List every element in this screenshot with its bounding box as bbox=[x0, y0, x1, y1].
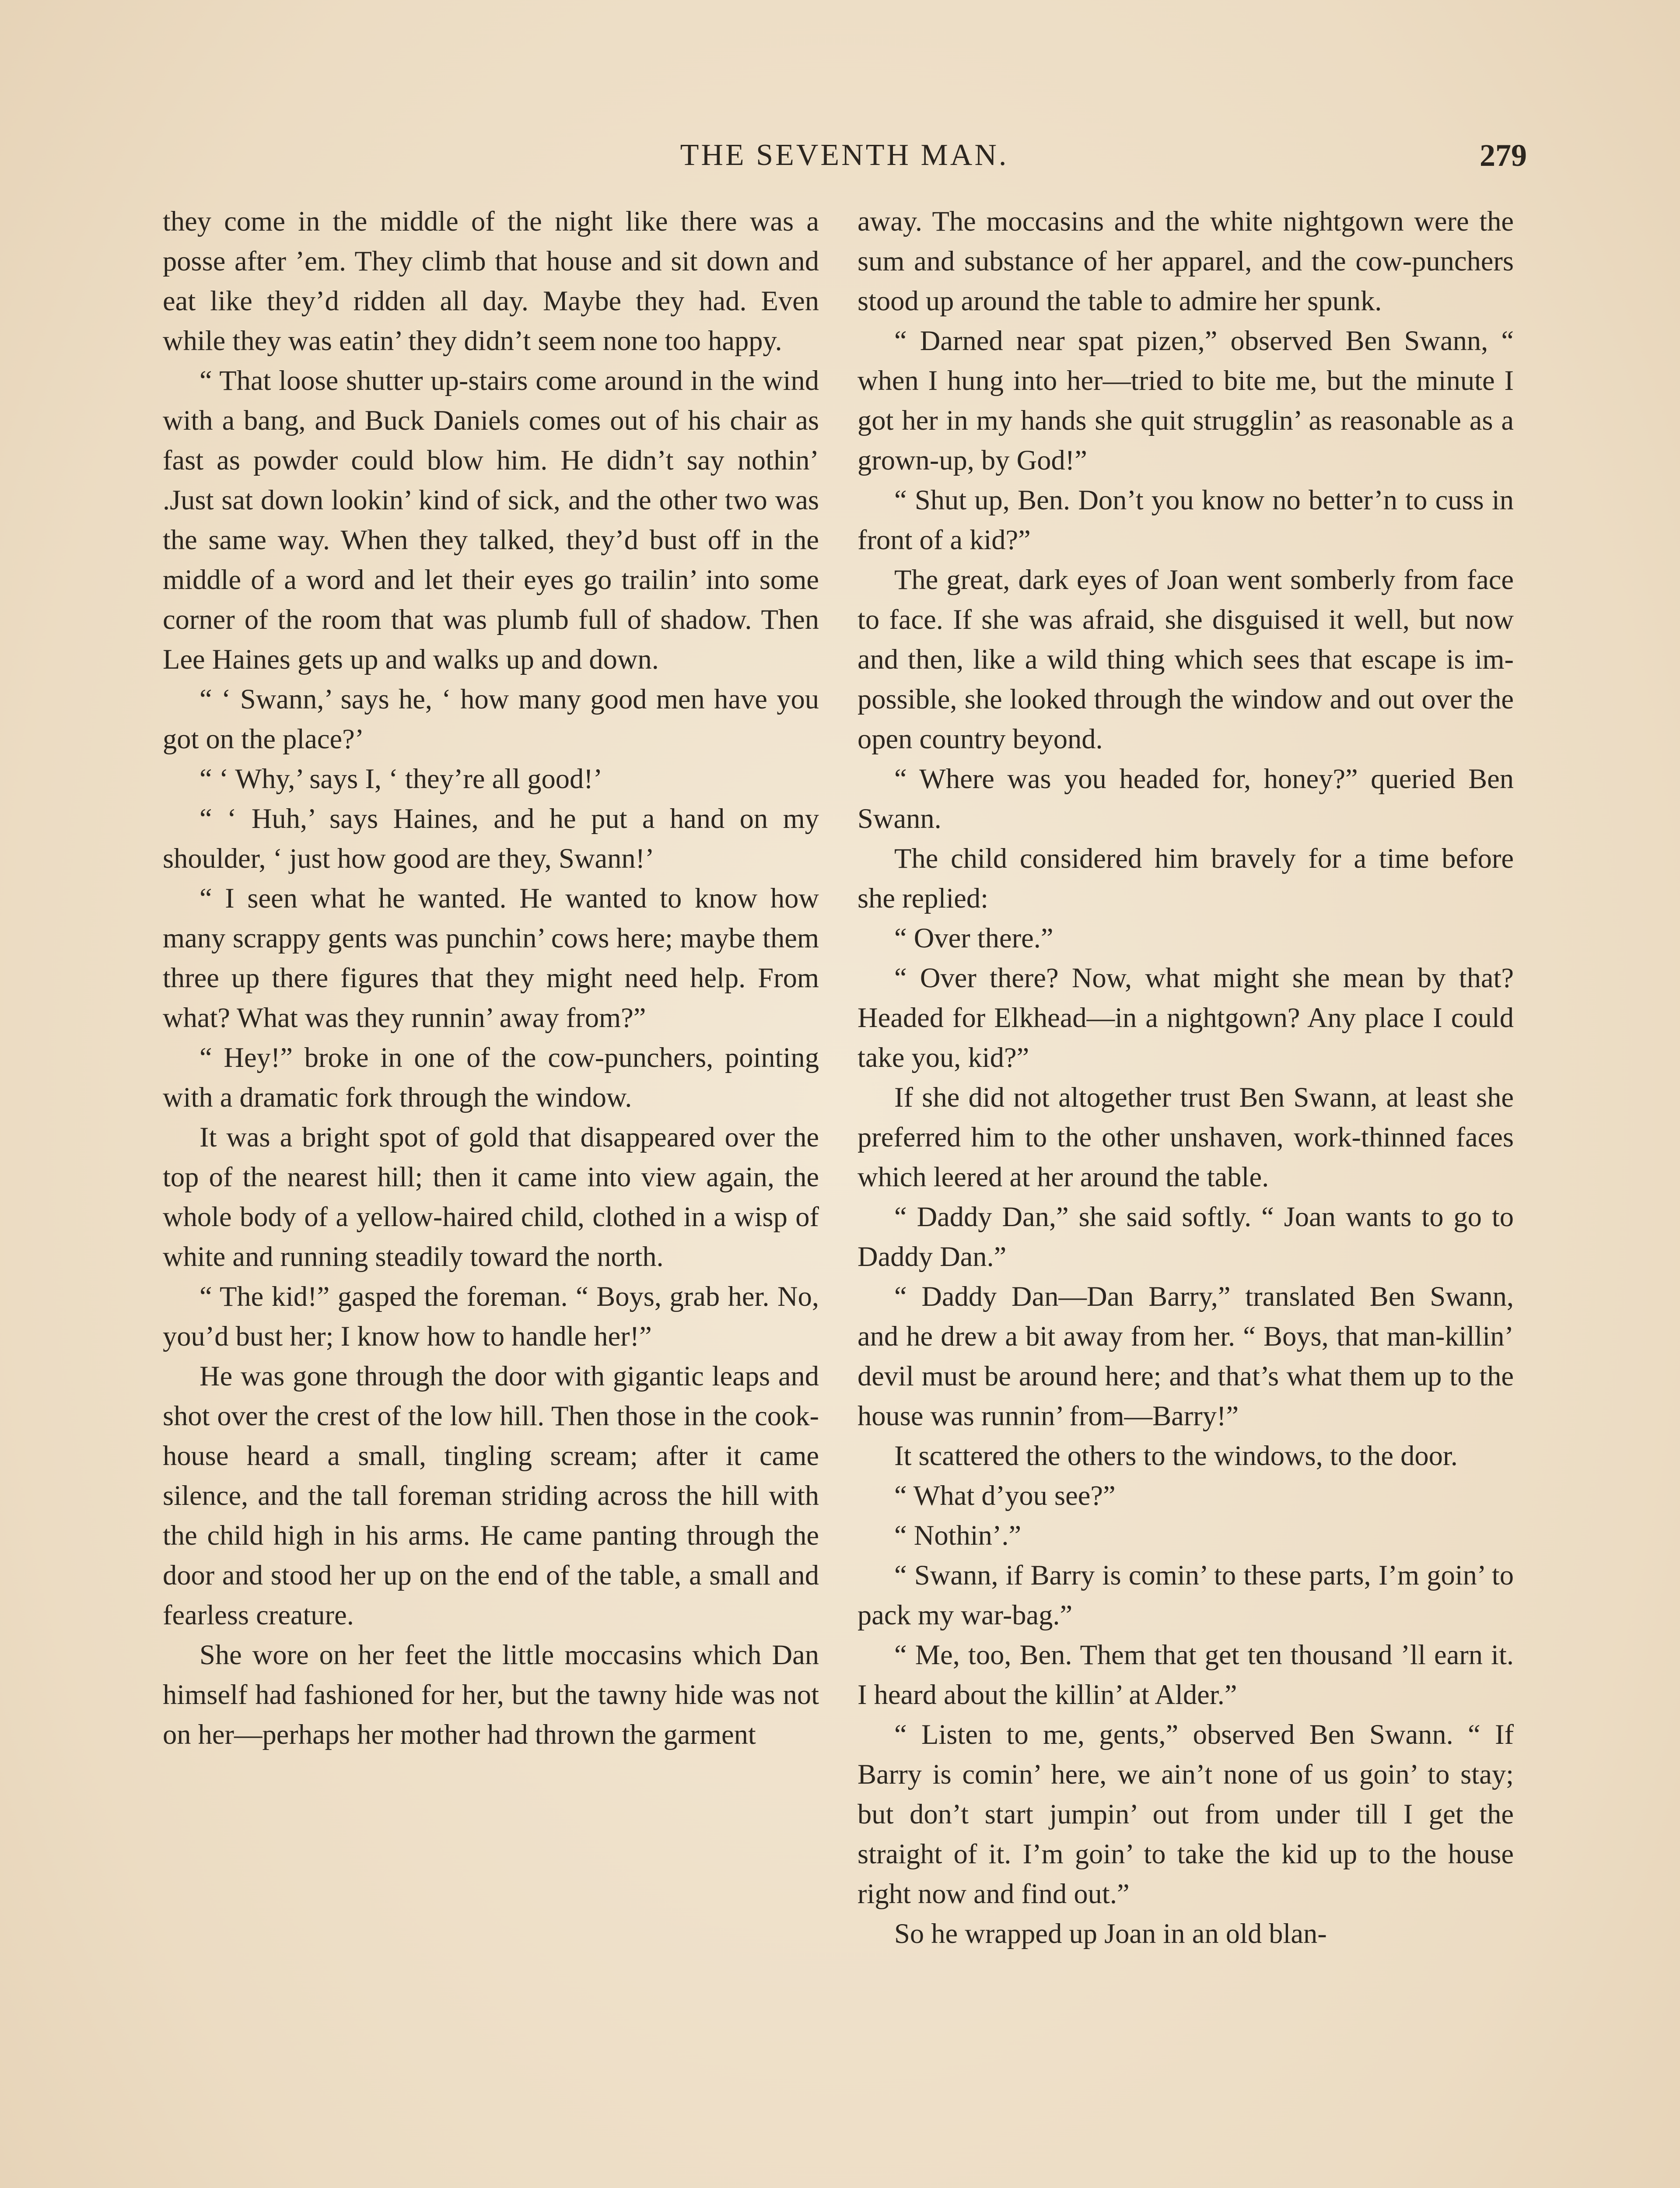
paragraph: “ ‘ Why,’ says I, ‘ they’re all good!’ bbox=[200, 763, 603, 794]
left-column bbox=[163, 201, 819, 1754]
paragraph: “ Where was you headed for, honey?” queried Ben Swann. bbox=[858, 763, 1514, 834]
page-number: 279 bbox=[1480, 138, 1527, 173]
paragraph: “ Shut up, Ben. Don’t you know no better’n to cuss in front of a kid?” bbox=[858, 484, 1514, 555]
paragraph: away. The moccasins and the white nightgown were the sum and substance of her apparel, and the cow-punchers stood up around the table to admire her spunk. bbox=[858, 206, 1514, 316]
paragraph: “ Over there? Now, what might she mean by that? Headed for Elkhead—in a nightgown? Any place I could take you, kid?” bbox=[858, 962, 1514, 1073]
paragraph: It scattered the others to the windows, to the door. bbox=[894, 1440, 1458, 1471]
paragraph: “ I seen what he wanted. He wanted to know how many scrappy gents was punchin’ cows here; maybe them three up there figures that they might need help. From what? What was they runnin’ away from?” bbox=[163, 883, 819, 1033]
paragraph: “ That loose shutter up-stairs come around in the wind with a bang, and Buck Daniels comes out of his chair as fast as powder could blow him. He didn’t say nothin’ .Just sat down lookin’ kind of sick, and the other two was the same way. When they talked, they’d bust off in the middle of a word and let their eyes go trailin’ into some corner of the room that was plumb full of shadow. Then Lee Haines gets up and walks up and down. bbox=[163, 365, 819, 675]
right-column bbox=[858, 201, 1514, 1953]
paragraph: they come in the middle of the night like there was a posse after ’em. They climb that house and sit down and eat like they’d ridden all day. Maybe they had. Even while they was eatin’ they didn’t seem none too happy. bbox=[163, 206, 819, 356]
paragraph: If she did not altogether trust Ben Swann, at least she preferred him to the other unshaven, work-thinned faces which leered at her around the table. bbox=[858, 1082, 1514, 1192]
paragraph: He was gone through the door with gigantic leaps and shot over the crest of the low hill. Then those in the cook-house heard a small, tingling scream; after it came silence, and the tall foreman striding across the hill with the child high in his arms. He came panting through the door and stood her up on the end of the table, a small and fearless creature. bbox=[163, 1360, 819, 1630]
paragraph: The great, dark eyes of Joan went somberly from face to face. If she was afraid, she disguised it well, but now and then, like a wild thing which sees that escape is impossible, she looked through the window and out over the open country beyond. bbox=[858, 564, 1514, 754]
paragraph: “ Me, too, Ben. Them that get ten thousand ’ll earn it. I heard about the killin’ at Alder.” bbox=[858, 1639, 1514, 1710]
running-title: THE SEVENTH MAN. bbox=[680, 138, 1009, 172]
paragraph: “ Darned near spat pizen,” observed Ben Swann, “ when I hung into her—tried to bite me, but the minute I got her in my hands she quit strugglin’ as reasonable as a grown-up, by God!” bbox=[858, 325, 1514, 476]
paragraph: The child considered him bravely for a time before she replied: bbox=[858, 843, 1514, 914]
paragraph: She wore on her feet the little moccasins which Dan himself had fashioned for her, but the tawny hide was not on her—perhaps her mother had thrown the garment bbox=[163, 1639, 819, 1750]
paragraph: “ ‘ Huh,’ says Haines, and he put a hand on my shoulder, ‘ just how good are they, Swann!’ bbox=[163, 803, 819, 874]
page-header bbox=[162, 131, 1527, 179]
paragraph: “ The kid!” gasped the foreman. “ Boys, grab her. No, you’d bust her; I know how to handle her!” bbox=[163, 1281, 819, 1352]
paragraph: It was a bright spot of gold that disappeared over the top of the nearest hill; then it came into view again, the whole body of a yellow-haired child, clothed in a wisp of white and running steadily toward the north. bbox=[163, 1122, 819, 1272]
paragraph: “ Daddy Dan—Dan Barry,” translated Ben Swann, and he drew a bit away from her. “ Boys, that man-killin’ devil must be around here; and that’s what them up to the house was runnin’ from—Barry!” bbox=[858, 1281, 1514, 1431]
paragraph: “ Over there.” bbox=[894, 922, 1054, 954]
paragraph: “ Hey!” broke in one of the cow-punchers, pointing with a dramatic fork through the window. bbox=[163, 1042, 819, 1113]
paragraph: “ Listen to me, gents,” observed Ben Swann. “ If Barry is comin’ here, we ain’t none of us goin’ to stay; but don’t start jumpin’ out from under till I get the straight of it. I’m goin’ to take the kid up to the house right now and find out.” bbox=[858, 1719, 1514, 1909]
paragraph: “ What d’you see?” bbox=[894, 1480, 1116, 1511]
paragraph: “ Nothin’.” bbox=[894, 1520, 1022, 1551]
paragraph: “ Swann, if Barry is comin’ to these parts, I’m goin’ to pack my war-bag.” bbox=[858, 1560, 1514, 1630]
paragraph: “ ‘ Swann,’ says he, ‘ how many good men have you got on the place?’ bbox=[163, 684, 819, 754]
paragraph: “ Daddy Dan,” she said softly. “ Joan wants to go to Daddy Dan.” bbox=[858, 1201, 1514, 1272]
paragraph: So he wrapped up Joan in an old blan- bbox=[894, 1918, 1327, 1949]
